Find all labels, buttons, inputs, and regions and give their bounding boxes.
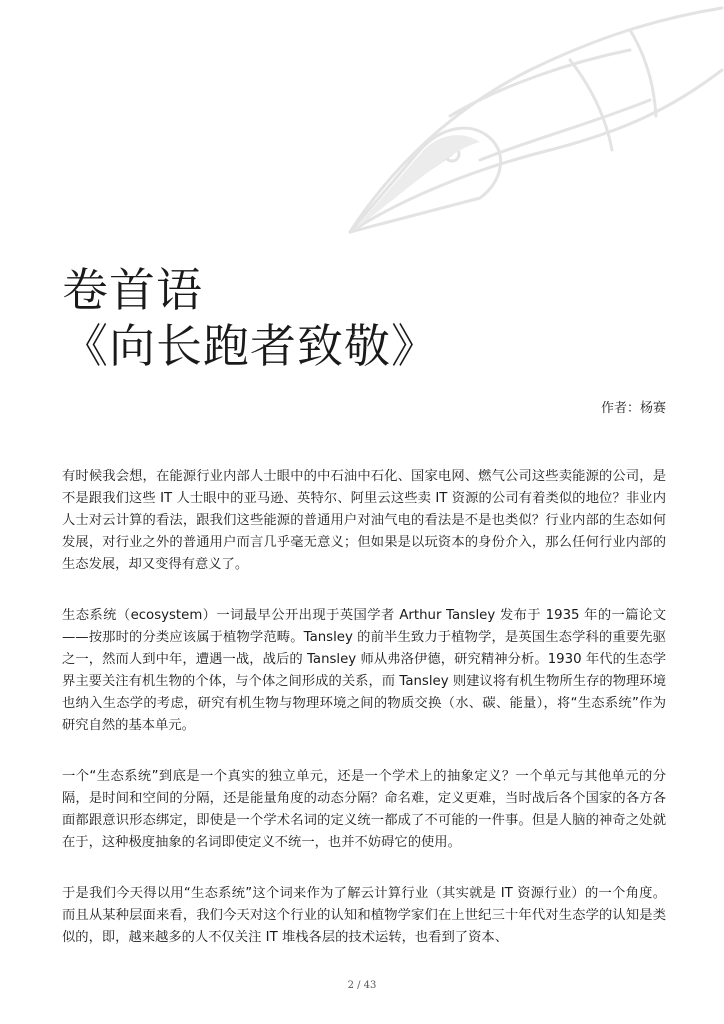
paragraph-1: 有时候我会想，在能源行业内部人士眼中的中石油中石化、国家电网、燃气公司这些卖能源的公司，是不是跟我们这些 IT 人士眼中的亚马逊、英特尔、阿里云这些卖 IT 资源的公司有着类似的地位？非业内人士对云计算的看法，跟我们这些能源的普通用户对油气电的看法是不是也类似？行业内部的生态如何发展，对行业之外的普通用户而言几乎毫无意义；但如果是以玩资本的身份介入，那么任何行业内部的生态发展，却又变得有意义了。 xyxy=(62,469,666,572)
page-number: 2 / 43 xyxy=(347,980,377,991)
author-byline: 作者：杨赛 xyxy=(600,401,666,416)
paragraph-3: 一个“生态系统”到底是一个真实的独立单元，还是一个学术上的抽象定义？一个单元与其他单元的分隔，是时间和空间的分隔，还是能量角度的动态分隔？命名难，定义更难，当时战后各个国家的各方各面都跟意识形态绑定，即使是一个学术名词的定义统一都成了不可能的一件事。但是人脑的神奇之处就在于，这种极度抽象的名词即使定义不统一，也并不妨碍它的使用。 xyxy=(62,769,666,850)
fountain-pen-nib-icon xyxy=(330,0,724,240)
title-block xyxy=(62,262,438,374)
page-subtitle: 《向长跑者致敬》 xyxy=(62,319,438,373)
paragraph-2: 生态系统（ecosystem）一词最早公开出现于英国学者 Arthur Tansley 发布于 1935 年的一篇论文——按那时的分类应该属于植物学范畴。Tansley 的前半生致力于植物学，是英国生态学科的重要先驱之一，然而人到中年，遭遇一战，战后的 Tansley 师从弗洛伊德，研究精神分析。1930 年代的生态学界主要关注有机生物的个体，与个体之间形成的关系，而 Tansley 则建议将有机生物所生存的物理环境也纳入生态学的考虑，研究有机生物与物理环境之间的物质交换（水、碳、能量），将“生态系统”作为研究自然的基本单元。 xyxy=(62,608,666,733)
paragraph-4: 于是我们今天得以用“生态系统”这个词来作为了解云计算行业（其实就是 IT 资源行业）的一个角度。而且从某种层面来看，我们今天对这个行业的认知和植物学家们在上世纪三十年代对生态学的认知是类似的，即，越来越多的人不仅关注 IT 堆栈各层的技术运转，也看到了资本、 xyxy=(62,886,666,945)
article-body xyxy=(62,466,666,978)
page-title: 卷首语 xyxy=(62,263,203,317)
